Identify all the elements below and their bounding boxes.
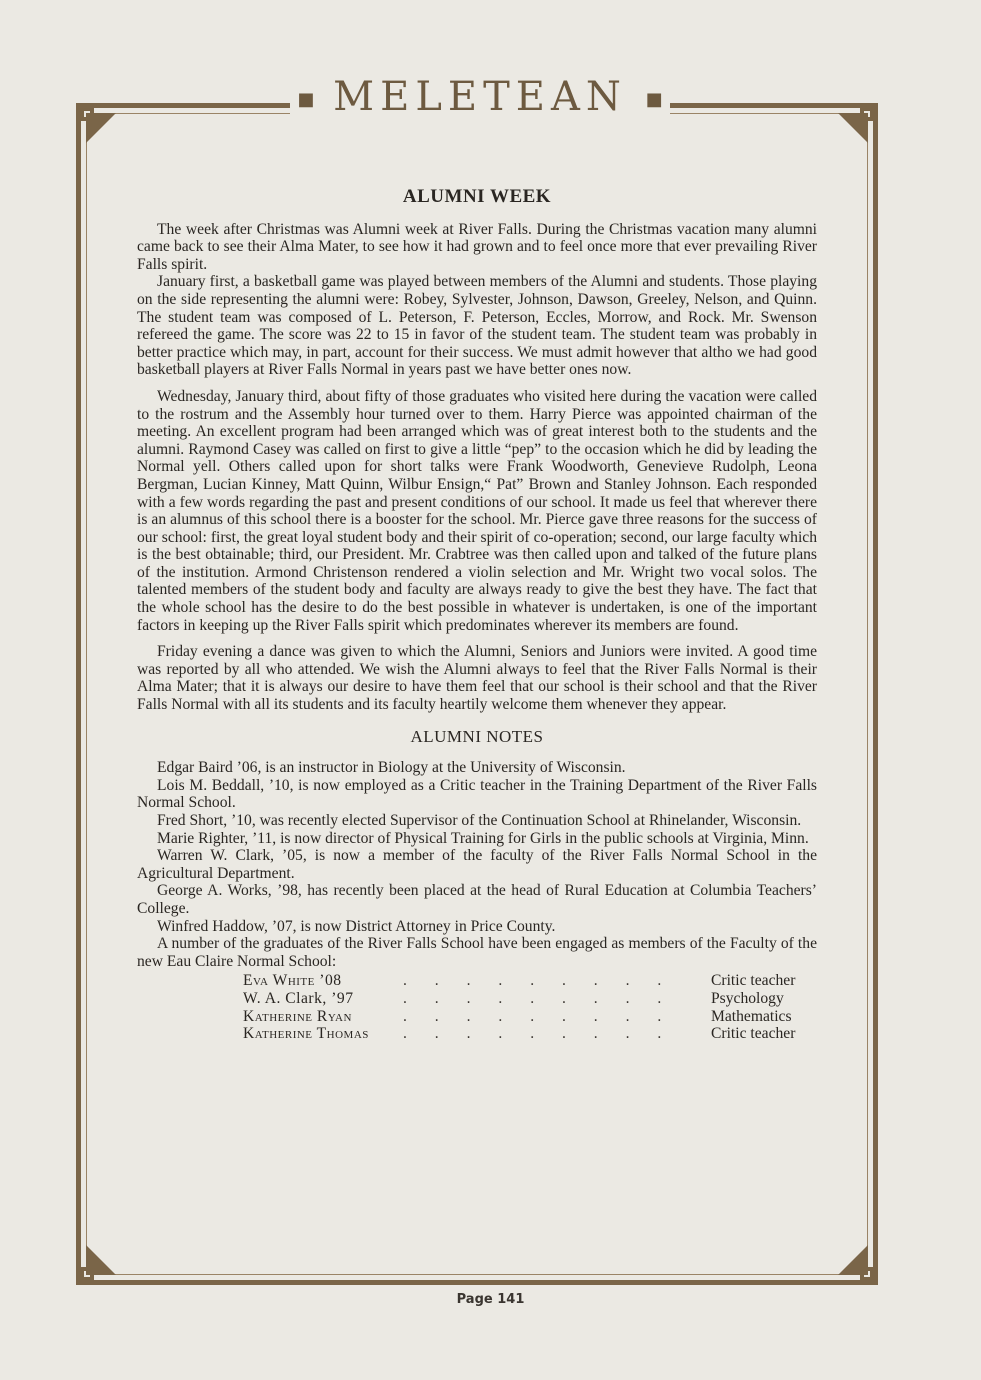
article-paragraph: Wednesday, January third, about fifty of those graduates who visited here during the vacation were called to the rostrum and the Assembly hour turned over to them. Harry Pierce was appointed chairman of the meeting. An excellent program had been arranged which was of great interest both to the students and the alumni. Raymond Casey was called on first to give a little “pep” to the occasion which he did by leading the Normal yell. Others called upon for short talks were Frank Woodworth, Genevieve Rudolph, Leona Bergman, Lucian Kinney, Matt Quinn, Wilbur Ensign,“ Pat” Brown and Stanley Johnson. Each responded with a few words regarding the past and present conditions of our school. It made us feel that wherever there is an alumnus of this school there is a booster for the school. Mr. Pierce gave three reasons for the success of our school: first, the great loyal student body and their spirit of co-operation; second, our large faculty which is the best obtainable; third, our President. Mr. Crabtree was then called upon and talked of the future plans of the institution. Armond Christenson rendered a violin selection and Mr. Wright two vocal solos. The talented members of the student body and faculty are always ready to give the best they have. The fact that the whole school has the desire to do the best possible in whatever is undertaken, is one of the important factors in keeping up the River Falls spirit which predominates wherever its members are found. [137, 387, 817, 634]
alumni-note: Warren W. Clark, ’05, is now a member of the faculty of the River Falls Normal School in the Agricultural Department. [137, 847, 817, 882]
corner-diagonal-bottom-right [824, 1231, 868, 1275]
faculty-name: Katherine Ryan [243, 1007, 352, 1025]
article-paragraph: Friday evening a dance was given to which the Alumni, Seniors and Juniors were invited. A good time was reported by all who attended. We wish the Alumni always to feel that the River Falls Normal is their Alma Mater; that it is always our desire to have them feel that our school is their school and that the River Falls Normal with all its students and its faculty heartily welcome them whenever they appear. [137, 643, 817, 714]
alumni-note: A number of the graduates of the River Falls School have been engaged as members of the Faculty of the new Eau Claire Normal School: [137, 935, 817, 970]
alumni-note: Lois M. Beddall, ’10, is now employed as a Critic teacher in the Training Department of the River Falls Normal School. [137, 776, 817, 812]
faculty-row [137, 1008, 817, 1026]
faculty-row [137, 990, 817, 1008]
faculty-row [137, 1025, 817, 1043]
faculty-list [137, 972, 817, 1042]
alumni-note: Fred Short, ’10, was recently elected Supervisor of the Continuation School at Rhinelander, Wisconsin. [157, 812, 802, 829]
dot-leader: . . . . . . . . . [403, 1025, 674, 1043]
faculty-role: Psychology [711, 989, 784, 1007]
page-content [137, 188, 817, 1043]
masthead-title: MELETEAN [333, 74, 627, 120]
dot-leader: . . . . . . . . . [403, 1007, 674, 1025]
article-title: ALUMNI WEEK [402, 186, 552, 207]
masthead-dot-right: ■ [645, 89, 663, 110]
corner-diagonal-top-right [824, 113, 868, 157]
corner-diagonal-top-left [86, 113, 130, 157]
dot-leader: . . . . . . . . . [403, 972, 674, 990]
alumni-note: Marie Righter, ’11, is now director of Physical Training for Girls in the public schools at Virginia, Minn. [157, 829, 809, 847]
dot-leader: . . . . . . . . . [403, 989, 674, 1007]
masthead-logo [290, 72, 670, 122]
alumni-note: George A. Works, ’98, has recently been placed at the head of Rural Education at Columbia Teachers’ College. [137, 882, 817, 917]
article-paragraph: The week after Christmas was Alumni week at River Falls. During the Christmas vacation many alumni came back to see their Alma Mater, to see how it had grown and to feel once more that ever prevailing River Falls spirit. [137, 220, 817, 273]
faculty-name: W. A. Clark, ’97 [243, 989, 354, 1007]
page-number: Page 141 [456, 1292, 525, 1307]
faculty-name: Eva White ’08 [243, 972, 342, 990]
corner-diagonal-bottom-left [86, 1231, 130, 1275]
paragraph-gap [137, 379, 817, 388]
faculty-row [137, 972, 817, 990]
faculty-role: Critic teacher [711, 972, 796, 990]
faculty-role: Mathematics [711, 1007, 792, 1025]
paragraph-gap [137, 634, 817, 643]
faculty-role: Critic teacher [711, 1025, 796, 1043]
masthead-dot-left: ■ [297, 89, 315, 110]
faculty-name: Katherine Thomas [243, 1025, 369, 1043]
alumni-note: Edgar Baird ’06, is an instructor in Biology at the University of Wisconsin. [157, 759, 626, 777]
article-paragraph: January first, a basketball game was played between members of the Alumni and students. Those playing on the side representing the alumni were: Robey, Sylvester, Johnson, Dawson, Greeley, Nelson, and Quinn. The student team was composed of L. Peterson, F. Peterson, Eccles, Morrow, and Rock. Mr. Swenson refereed the game. The score was 22 to 15 in favor of the student team. The student team was probably in better practice which may, in part, account for their success. We must admit however that altho we had good basketball players at River Falls Normal in years past we have better ones now. [137, 273, 817, 379]
notes-section-title: ALUMNI NOTES [410, 726, 544, 746]
alumni-note: Winfred Haddow, ’07, is now District Attorney in Price County. [157, 917, 556, 935]
